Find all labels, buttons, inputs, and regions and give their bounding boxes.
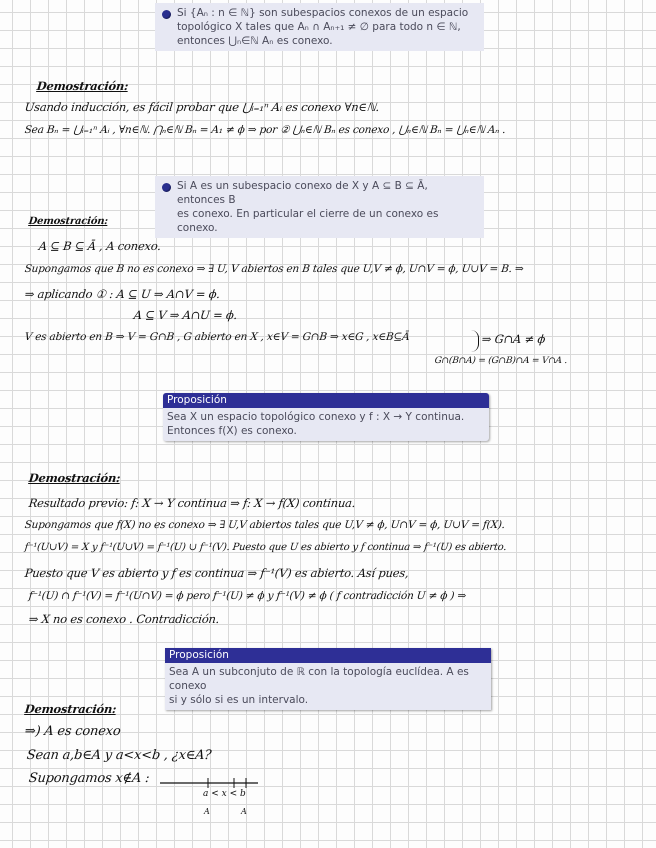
proposition-text-line: Sea X un espacio topológico conexo y f : X → Y continua. (167, 411, 465, 423)
proof-line: ⇒ X no es conexo . Contradicción. (28, 612, 221, 626)
lemma-box-closure (155, 176, 484, 238)
proposition-header: Proposición (163, 393, 489, 408)
proof-line: A ⊆ V ⇒ A∩U = ϕ. (133, 308, 238, 322)
proof-line: Usando inducción, es fácil probar que ⋃ᵢ₌₁ⁿ Aᵢ es conexo ∀n∈ℕ. (24, 100, 380, 114)
proof-line: Supongamos x∉A : (28, 771, 151, 786)
proof-line: Sean a,b∈A y a<x<b , ¿x∈A? (26, 748, 212, 763)
bullet-icon (162, 10, 171, 19)
curly-brace (468, 330, 479, 352)
proof-line: ⇒ aplicando ① : A ⊆ U ⇒ A∩V = ϕ. (24, 287, 221, 301)
proposition-box-intervals (165, 648, 491, 710)
number-line-sketch (150, 770, 270, 820)
lemma-text-line: Si A es un subespacio conexo de X y A ⊆ B ⊆ Ā, entonces B (177, 180, 428, 206)
proof-line: ⇒) A es conexo (24, 724, 122, 739)
proof-line: Supongamos que f(X) no es conexo ⇒ ∃ U,V abiertos tales que U,V ≠ ϕ, U∩V = ϕ, U∪V = f(X). (24, 519, 506, 531)
proof-title: Demostración: (24, 702, 117, 716)
number-line-points: a < x < b (203, 789, 246, 799)
proposition-text-line: si y sólo si es un intervalo. (169, 694, 309, 706)
bullet-icon (162, 183, 171, 192)
proof-line: f⁻¹(U∪V) = X y f⁻¹(U∪V) = f⁻¹(U) ∪ f⁻¹(V). Puesto que U es abierto y f continua ⇒ f⁻¹(U) es abierto. (24, 542, 507, 553)
proposition-box-continuous-image (163, 393, 489, 441)
proposition-text-line: Entonces f(X) es conexo. (167, 425, 297, 437)
lemma-text-line: entonces ⋃ₙ∈ℕ Aₙ es conexo. (177, 35, 333, 47)
lemma-box-union (155, 3, 484, 51)
proof-title: Demostración: (36, 79, 129, 93)
set-label-right: A (241, 807, 247, 816)
proof-title: Demostración: (28, 216, 109, 227)
proof-line: Resultado previo: f: X → Y continua ⇒ f: X → f(X) continua. (28, 496, 357, 510)
lemma-text-line: topológico X tales que Aₙ ∩ Aₙ₊₁ ≠ ∅ para todo n ∈ ℕ, (177, 21, 461, 33)
proof-line: f⁻¹(U) ∩ f⁻¹(V) = f⁻¹(U∩V) = ϕ pero f⁻¹(U) ≠ ϕ y f⁻¹(V) ≠ ϕ ( f contradicción U ≠ ϕ ) ⇒ (28, 590, 467, 602)
lemma-text-line: Si {Aₙ : n ∈ ℕ} son subespacios conexos de un espacio (177, 7, 469, 19)
proof-line: ⇒ G∩A ≠ ϕ (481, 332, 546, 346)
proposition-text-line: Sea A un subconjuto de ℝ con la topología euclídea. A es conexo (169, 666, 469, 692)
lemma-text-line: es conexo. En particular el cierre de un conexo es conexo. (177, 208, 439, 234)
proof-line: Supongamos que B no es conexo ⇒ ∃ U, V abiertos en B tales que U,V ≠ ϕ, U∩V = ϕ, U∪V = B. ⇒ (24, 263, 525, 275)
proof-title: Demostración: (28, 471, 121, 485)
proof-line: A ⊆ B ⊆ Ā , A conexo. (38, 239, 162, 253)
proposition-header: Proposición (165, 648, 491, 663)
proof-line: G∩(B∩A) = (G∩B)∩A = V∩A . (434, 356, 568, 366)
set-label-left: A (204, 807, 210, 816)
proof-line: Sea Bₙ = ⋃ᵢ₌₁ⁿ Aᵢ , ∀n∈ℕ. ⋂ₙ∈ℕ Bₙ = A₁ ≠ ϕ ⇒ por ② ⋃ₙ∈ℕ Bₙ es conexo , ⋃ₙ∈ℕ Bₙ = ⋃ₙ∈ℕ Aₙ . (24, 124, 507, 136)
proof-line: Puesto que V es abierto y f es continua ⇒ f⁻¹(V) es abierto. Así pues, (24, 566, 410, 580)
proof-line: V es abierto en B ⇒ V = G∩B , G abierto en X , x∈V = G∩B ⇒ x∈G , x∈B⊆Ā (24, 331, 411, 343)
